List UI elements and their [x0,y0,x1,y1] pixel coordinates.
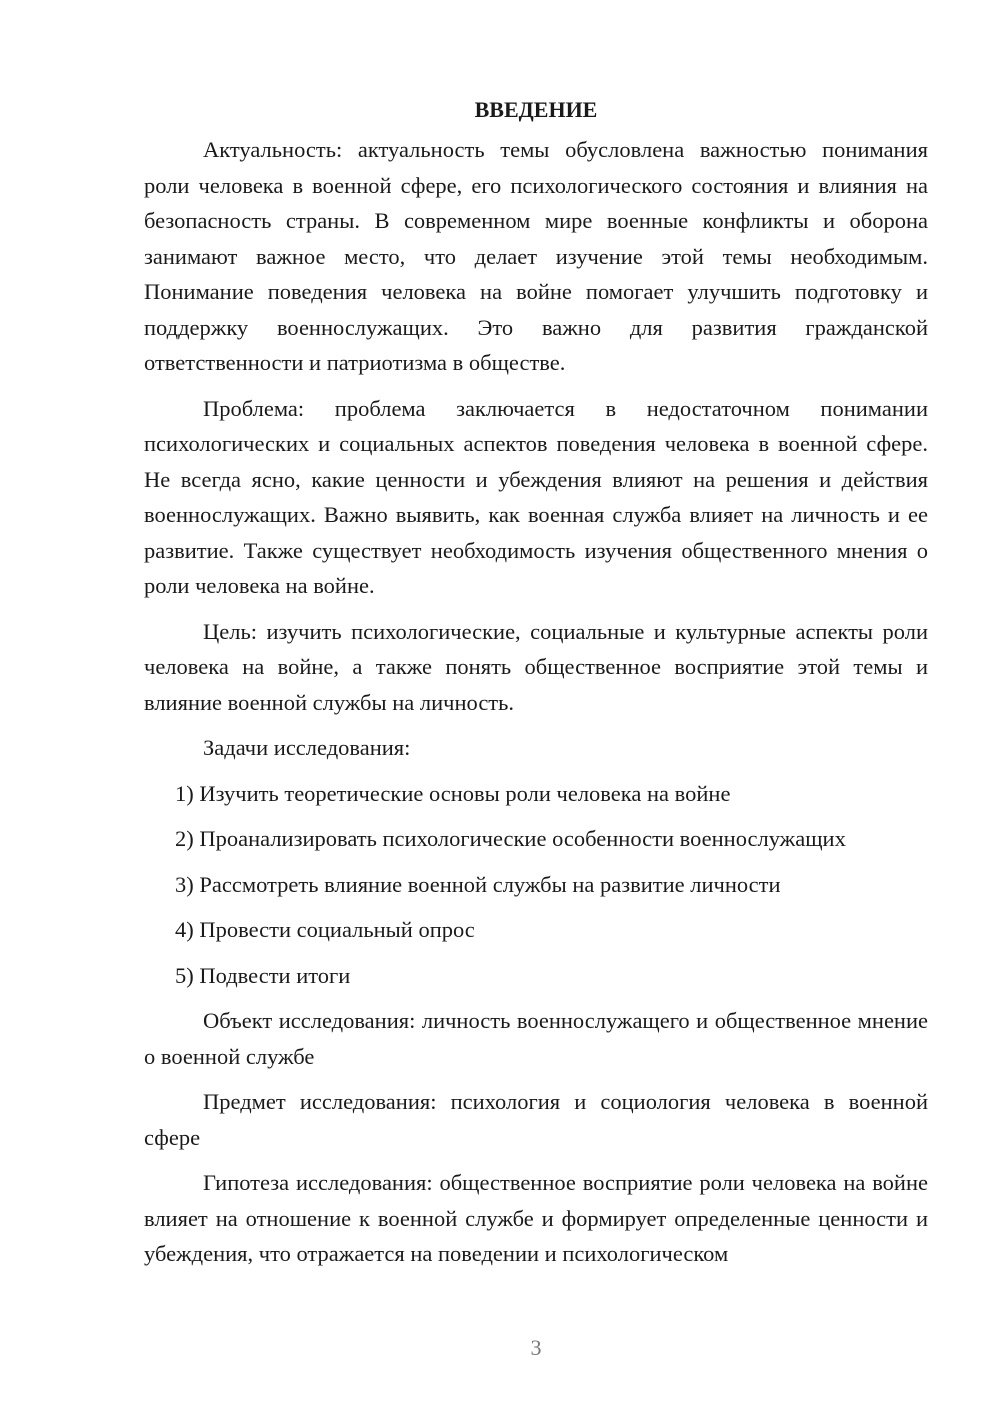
tasks-list [144,776,928,994]
list-item: 1) Изучить теоретические основы роли человека на войне [175,780,731,806]
tasks-heading: Задачи исследования: [203,735,411,760]
list-item: 4) Провести социальный опрос [175,917,475,942]
list-item: 2) Проанализировать психологические особенности военнослужащих [175,826,846,851]
problem-paragraph: Проблема: проблема заключается в недостаточном понимании психологических и социальных аспектов поведения человека в военной сфере. Не всегда ясно, какие ценности и убеждения влияют на решения и действия военнослужащих. Важно выявить, как военная служба влияет на личность и ее развитие. Также существует необходимость изучения общественного мнения о роли человека на войне. [144,395,928,598]
section-title: ВВЕДЕНИЕ [474,97,598,122]
hypothesis-paragraph: Гипотеза исследования: общественное восприятие роли человека на войне влияет на отношение к военной службе и формирует определенные ценности и убеждения, что отражается на поведении и психологическом [144,1170,928,1266]
object-paragraph: Объект исследования: личность военнослужащего и общественное мнение о военной службе [144,1008,928,1069]
document-page [144,96,928,1282]
list-item: 5) Подвести итоги [175,962,351,988]
subject-paragraph: Предмет исследования: психология и социология человека в военной сфере [144,1089,928,1150]
page-number: 3 [530,1335,542,1360]
goal-paragraph: Цель: изучить психологические, социальные и культурные аспекты роли человека на войне, а также понять общественное восприятие этой темы и влияние военной службы на личность. [144,618,928,715]
list-item: 3) Рассмотреть влияние военной службы на развитие личности [175,871,781,897]
relevance-paragraph: Актуальность: актуальность темы обусловлена важностью понимания роли человека в военной сфере, его психологического состояния и влияния на безопасность страны. В современном мире военные конфликты и оборона занимают важное место, что делает изучение этой темы необходимым. Понимание поведения человека на войне помогает улучшить подготовку и поддержку военнослужащих. Это важно для развития гражданской ответственности и патриотизма в обществе. [144,137,928,375]
